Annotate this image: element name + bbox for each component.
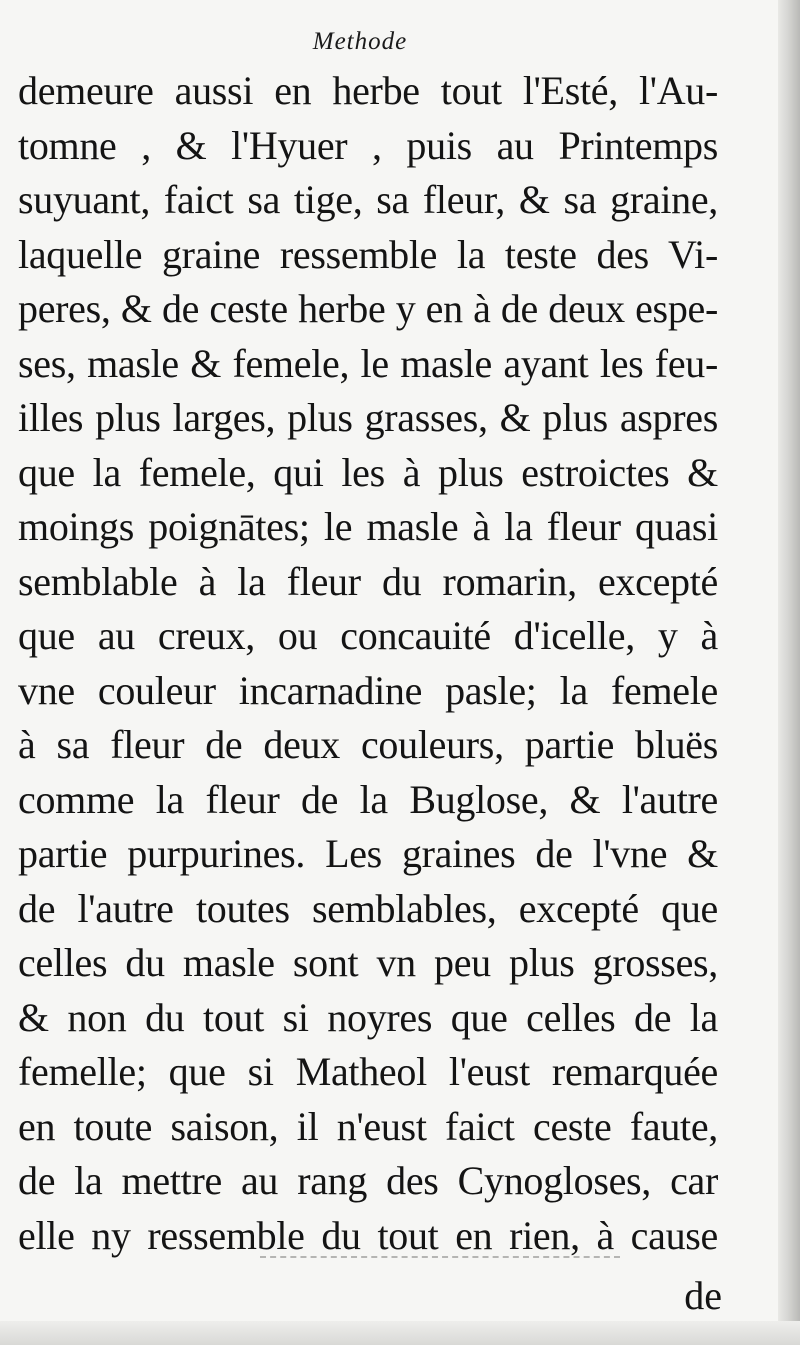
page-edge-right: [778, 0, 800, 1345]
body-text: [18, 64, 718, 1263]
text-line: de la mettre au rang des Cynogloses, car: [18, 1158, 718, 1203]
text-line: laquelle graine ressemble la teste des Vi-: [18, 231, 718, 277]
faint-rule: [260, 1256, 620, 1258]
text-line: comme la fleur de la Buglose, & l'autre: [18, 776, 718, 822]
text-line: femelle; que si Matheol l'eust remarquée: [18, 1049, 718, 1094]
running-head: Methode: [312, 28, 408, 55]
text-line: ses, masle & femele, le masle ayant les feu-: [18, 340, 718, 386]
text-line: demeure aussi en herbe tout l'Esté, l'Au-: [18, 68, 718, 113]
text-line: tomne , & l'Hyuer , puis au Printemps: [18, 122, 718, 168]
text-line: suyuant, faict sa tige, sa fleur, & sa graine,: [18, 177, 718, 222]
page-edge-bottom: [0, 1321, 800, 1345]
text-line: celles du masle sont vn peu plus grosses,: [18, 940, 718, 985]
text-line: partie purpurines. Les graines de l'vne &: [18, 831, 718, 876]
text-line: que la femele, qui les à plus estroictes &: [18, 449, 718, 495]
text-line: semblable à la fleur du romarin, excepté: [18, 558, 718, 604]
text-line: vne couleur incarnadine pasle; la femele: [18, 667, 718, 713]
text-line: que au creux, ou concauité d'icelle, y à: [18, 613, 718, 658]
text-line: elle ny ressemble du tout en rien, à cause: [18, 1212, 718, 1258]
text-line: à sa fleur de deux couleurs, partie bluës: [18, 722, 718, 767]
text-line: en toute saison, il n'eust faict ceste faute,: [18, 1103, 718, 1149]
text-line: peres, & de ceste herbe y en à de deux espe-: [18, 286, 718, 331]
text-line: & non du tout si noyres que celles de la: [18, 994, 718, 1040]
catchword: de: [684, 1273, 722, 1318]
text-line: illes plus larges, plus grasses, & plus aspres: [18, 395, 718, 440]
text-line: de l'autre toutes semblables, excepté que: [18, 885, 718, 931]
text-line: moings poignātes; le masle à la fleur quasi: [18, 504, 718, 549]
